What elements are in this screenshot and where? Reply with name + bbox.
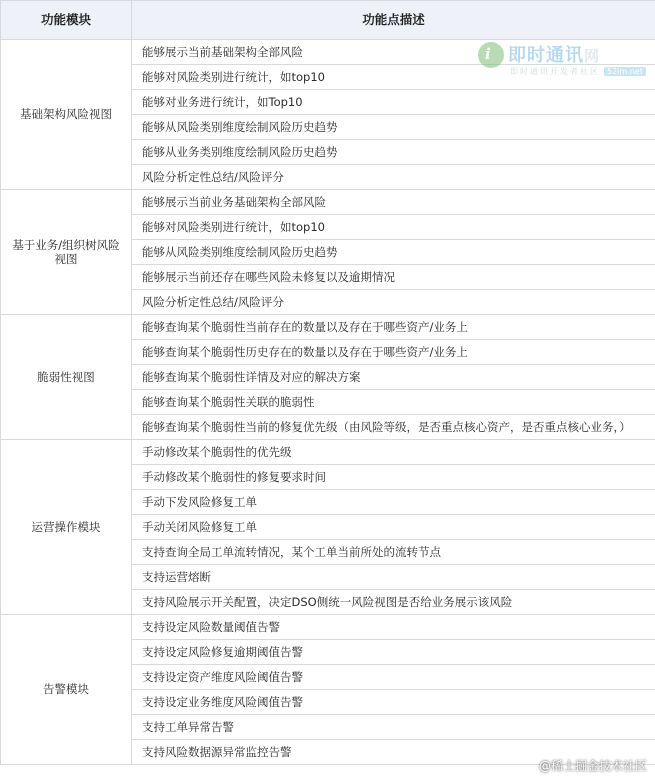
logo-subtitle: 即时通讯开发者社区 52im.net [510,66,646,77]
table-row [1,190,655,215]
feature-cell: 支持设定风险修复逾期阈值告警 [132,640,655,665]
table-body [1,40,655,765]
feature-cell: 支持工单异常告警 [132,715,655,740]
logo-mark-icon: i [478,42,504,68]
table-header-row [1,1,655,40]
feature-cell: 能够从风险类别维度绘制风险历史趋势 [132,115,655,140]
header-module: 功能模块 [1,1,132,40]
feature-cell: 支持设定资产维度风险阈值告警 [132,665,655,690]
feature-cell: 支持设定风险数量阈值告警 [132,615,655,640]
feature-cell: 风险分析定性总结/风险评分 [132,290,655,315]
table-row [1,40,655,65]
logo-name: 即时通讯网 [508,45,601,66]
feature-cell: 支持风险数据源异常监控告警 [132,740,655,765]
feature-cell: 能够对风险类别进行统计，如top10 [132,65,655,90]
table-row [1,615,655,640]
module-cell: 脆弱性视图 [1,315,132,440]
feature-cell: 能够从风险类别维度绘制风险历史趋势 [132,240,655,265]
feature-cell: 支持查询全局工单流转情况，某个工单当前所处的流转节点 [132,540,655,565]
feature-cell: 能够展示当前基础架构全部风险 [132,40,655,65]
feature-cell: 能够对风险类别进行统计，如top10 [132,215,655,240]
feature-cell: 手动修改某个脆弱性的优先级 [132,440,655,465]
feature-cell: 能够展示当前还存在哪些风险未修复以及逾期情况 [132,265,655,290]
module-cell: 基础架构风险视图 [1,40,132,190]
table-row [1,315,655,340]
feature-cell: 能够查询某个脆弱性当前存在的数量以及存在于哪些资产/业务上 [132,315,655,340]
module-cell: 基于业务/组织树风险视图 [1,190,132,315]
header-description: 功能点描述 [132,1,655,40]
feature-cell: 支持运营熔断 [132,565,655,590]
feature-cell: 能够查询某个脆弱性详情及对应的解决方案 [132,365,655,390]
module-cell: 告警模块 [1,615,132,765]
feature-cell: 支持风险展示开关配置，决定DSO侧统一风险视图是否给业务展示该风险 [132,590,655,615]
feature-cell: 手动关闭风险修复工单 [132,515,655,540]
module-cell: 运营操作模块 [1,440,132,615]
footer-watermark: @稀土掘金技术社区 [538,759,647,773]
table-row [1,440,655,465]
feature-cell: 支持设定业务维度风险阈值告警 [132,690,655,715]
feature-cell: 能够查询某个脆弱性历史存在的数量以及存在于哪些资产/业务上 [132,340,655,365]
feature-cell: 能够查询某个脆弱性当前的修复优先级（由风险等级，是否重点核心资产，是否重点核心业务，） [132,415,655,440]
feature-cell: 手动下发风险修复工单 [132,490,655,515]
feature-cell: 风险分析定性总结/风险评分 [132,165,655,190]
feature-cell: 能够从业务类别维度绘制风险历史趋势 [132,140,655,165]
feature-cell: 能够对业务进行统计，如Top10 [132,90,655,115]
feature-cell: 手动修改某个脆弱性的修复要求时间 [132,465,655,490]
feature-cell: 能够展示当前业务基础架构全部风险 [132,190,655,215]
feature-cell: 能够查询某个脆弱性关联的脆弱性 [132,390,655,415]
